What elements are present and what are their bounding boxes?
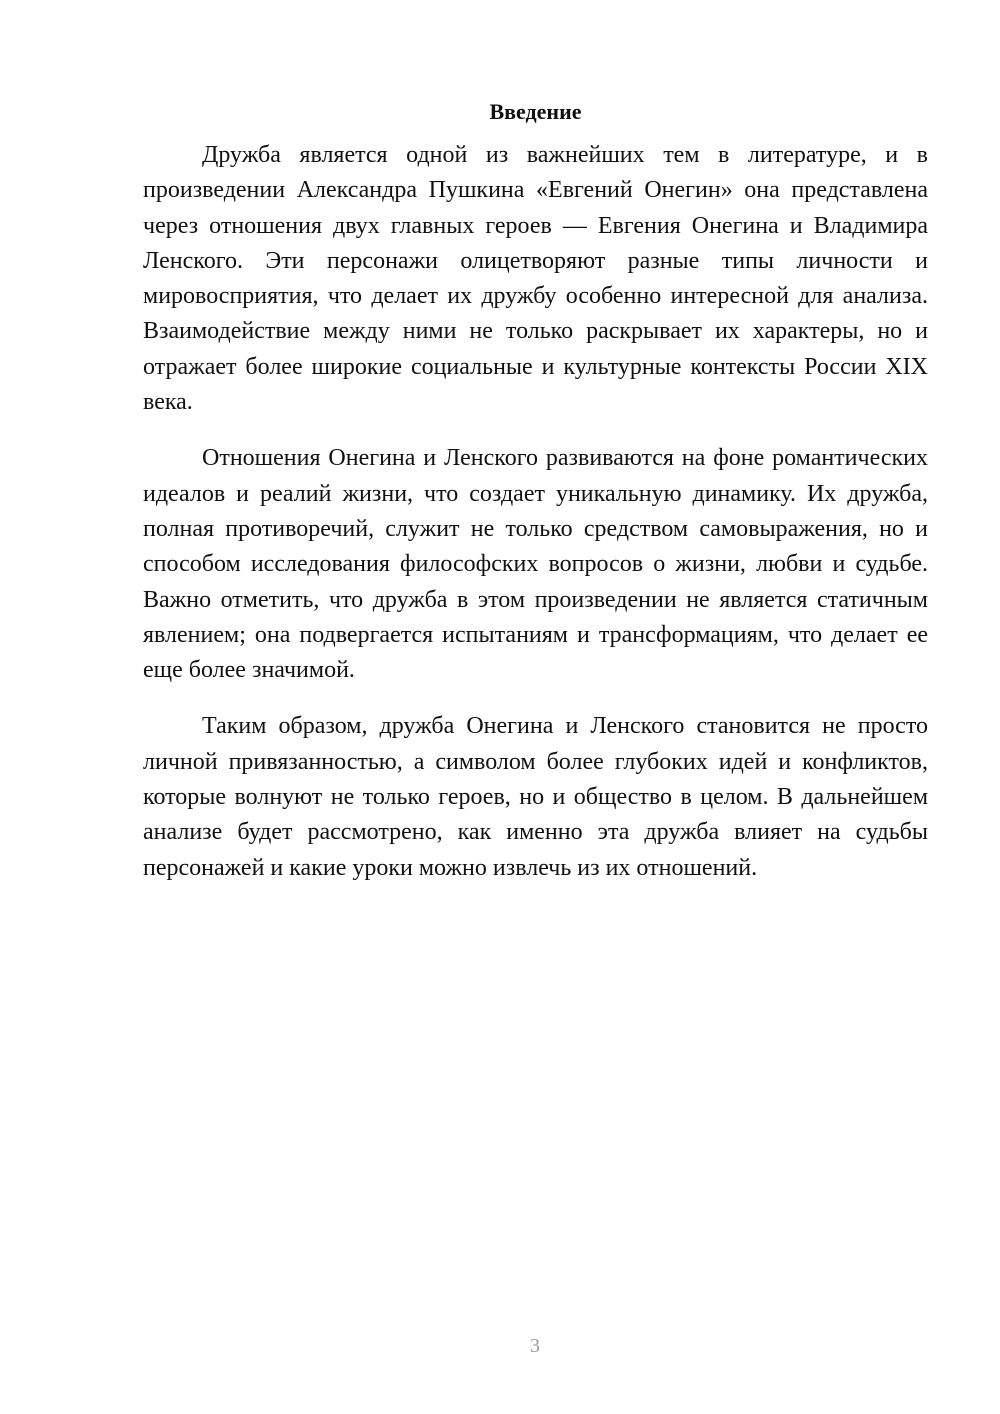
section-title: Введение	[489, 99, 582, 124]
page-number: 3	[530, 1335, 540, 1357]
paragraph-2: Отношения Онегина и Ленского развиваются на фоне романтических идеалов и реалий жизни, что создает уникальную динамику. Их дружба, полная противоречий, служит не только средством самовыражения, но и способом исследования философских вопросов о жизни, любви и судьбе. Важно отметить, что дружба в этом произведении не является статичным явлением; она подвергается испытаниям и трансформациям, что делает ее еще более значимой.	[143, 445, 928, 684]
page-content	[143, 96, 928, 907]
paragraph-1: Дружба является одной из важнейших тем в литературе, и в произведении Александра Пушкина «Евгений Онегин» она представлена через отношения двух главных героев — Евгения Онегина и Владимира Ленского. Эти персонажи олицетворяют разные типы личности и мировосприятия, что делает их дружбу особенно интересной для анализа. Взаимодействие между ними не только раскрывает их характеры, но и отражает более широкие социальные и культурные контексты России XIX века.	[143, 142, 928, 416]
paragraph-3: Таким образом, дружба Онегина и Ленского становится не просто личной привязанностью, а символом более глубоких идей и конфликтов, которые волнуют не только героев, но и общество в целом. В дальнейшем анализе будет рассмотрено, как именно эта дружба влияет на судьбы персонажей и какие уроки можно извлечь из их отношений.	[143, 713, 928, 881]
